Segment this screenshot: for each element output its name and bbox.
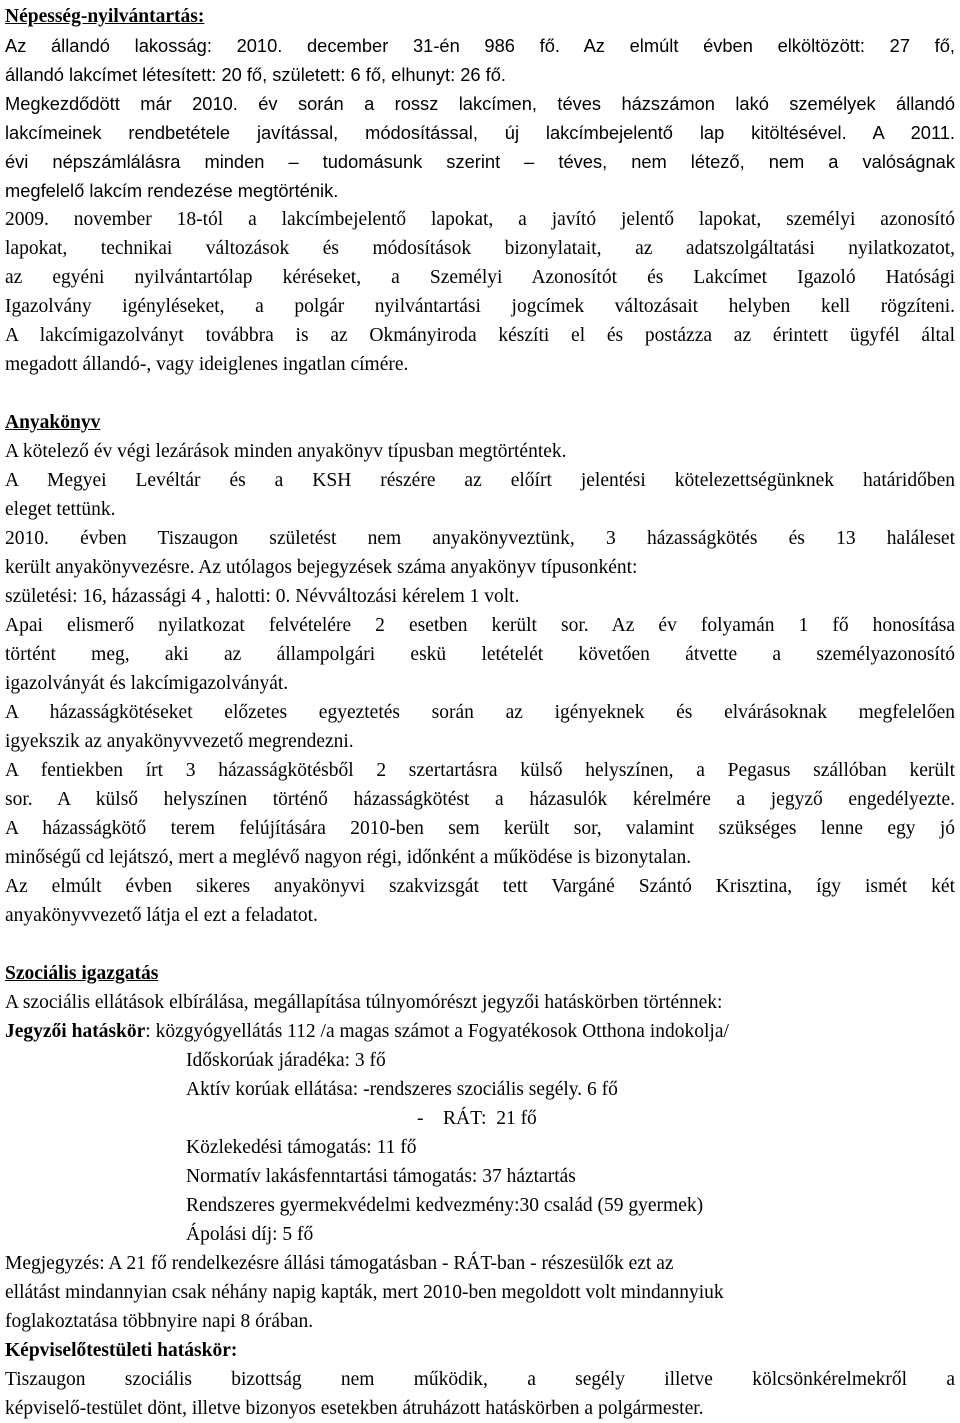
social-item-rat: - RÁT: 21 fő bbox=[417, 1108, 537, 1129]
registry-line: Apai elismerő nyilatkozat felvételére 2 esetben került sor. Az év folyamán 1 fő honosítása bbox=[5, 615, 955, 636]
registry-line: anyakönyvvezető látja el ezt a feladatot. bbox=[5, 905, 318, 926]
registry-line: sor. A külső helyszínen történő házasságkötést a házasulók kérelmére a jegyző engedélyezte. bbox=[5, 789, 955, 810]
registry-line: igazolványát és lakcímigazolványát. bbox=[5, 673, 289, 694]
social-item: Közlekedési támogatás: 11 fő bbox=[186, 1137, 417, 1158]
registry-line: A fentiekben írt 3 házasságkötésből 2 szertartásra külső helyszínen, a Pegasus szállóban került bbox=[5, 760, 955, 781]
population-line: megadott állandó-, vagy ideiglenes ingatlan címére. bbox=[5, 354, 409, 375]
registry-heading: Anyakönyv bbox=[5, 412, 101, 433]
population-line: A lakcímigazolványt továbbra is az Okmányiroda készíti el és postázza az érintett ügyfél által bbox=[5, 325, 955, 346]
section-spacer bbox=[5, 930, 955, 959]
social-section bbox=[5, 959, 955, 1423]
notary-label: Jegyzői hatáskör bbox=[5, 1021, 146, 1042]
registry-line: történt meg, aki az állampolgári eskü letételét követően átvette a személyazonosító bbox=[5, 644, 955, 665]
population-line: Megkezdődött már 2010. év során a rossz lakcímen, téves házszámon lakó személyek állandó bbox=[5, 93, 955, 114]
document-page bbox=[5, 0, 955, 1423]
notary-line bbox=[5, 1017, 955, 1046]
population-section bbox=[5, 2, 955, 379]
population-line: lakcímeinek rendbetétele javítással, módosítással, új lakcímbejelentő lap kitöltésével. A 2011. bbox=[5, 122, 955, 143]
registry-line: A házasságkötéseket előzetes egyeztetés során az igényeknek és elvárásoknak megfelelően bbox=[5, 702, 955, 723]
population-line: évi népszámlálásra minden – tudomásunk szerint – téves, nem létező, nem a valóságnak bbox=[5, 151, 955, 172]
registry-section bbox=[5, 408, 955, 930]
registry-line: A kötelező év végi lezárások minden anyakönyv típusban megtörténtek. bbox=[5, 441, 567, 462]
note-line: foglakoztatása többnyire napi 8 órában. bbox=[5, 1311, 314, 1332]
population-line: az egyéni nyilvántartólap kéréseket, a Személyi Azonosítót és Lakcímet Igazoló Hatósági bbox=[5, 267, 955, 288]
social-item: Rendszeres gyermekvédelmi kedvezmény:30 család (59 gyermek) bbox=[186, 1195, 704, 1216]
population-line: állandó lakcímet létesített: 20 fő, született: 6 fő, elhunyt: 26 fő. bbox=[5, 64, 506, 85]
registry-line: A házasságkötő terem felújítására 2010-ben sem került sor, valamint szükséges lenne egy jó bbox=[5, 818, 955, 839]
note-line: Megjegyzés: A 21 fő rendelkezésre állási támogatásban - RÁT-ban - részesülők ezt az bbox=[5, 1253, 674, 1274]
note-line: ellátást mindannyian csak néhány napig kapták, mert 2010-ben megoldott volt mindannyiuk bbox=[5, 1282, 724, 1303]
council-line: Tiszaugon szociális bizottság nem működik, a segély illetve kölcsönkérelmekről a bbox=[5, 1369, 955, 1390]
registry-line: igyekszik az anyakönyvvezető megrendezni. bbox=[5, 731, 354, 752]
registry-line: minőségű cd lejátszó, mert a meglévő nagyon régi, időnként a működése is bizonytalan. bbox=[5, 847, 692, 868]
registry-line: 2010. évben Tiszaugon születést nem anyakönyveztünk, 3 házasságkötés és 13 haláleset bbox=[5, 528, 955, 549]
social-heading: Szociális igazgatás bbox=[5, 963, 159, 984]
registry-line: A Megyei Levéltár és a KSH részére az előírt jelentési kötelezettségünknek határidőben bbox=[5, 470, 955, 491]
section-spacer bbox=[5, 379, 955, 408]
registry-line: került anyakönyvezésre. Az utólagos bejegyzések száma anyakönyv típusonként: bbox=[5, 557, 638, 578]
social-intro: A szociális ellátások elbírálása, megállapítása túlnyomórészt jegyzői hatáskörben történnek: bbox=[5, 992, 723, 1013]
population-line: lapokat, technikai változások és módosítások bizonylatait, az adatszolgáltatási nyilatkozatot, bbox=[5, 238, 955, 259]
population-line: 2009. november 18-tól a lakcímbejelentő lapokat, a javító jelentő lapokat, személyi azonosító bbox=[5, 209, 955, 230]
council-line: képviselő-testület dönt, illetve bizonyos esetekben átruházott hatáskörben a polgármester. bbox=[5, 1398, 704, 1419]
population-line: Az állandó lakosság: 2010. december 31-én 986 fő. Az elmúlt évben elköltözött: 27 fő, bbox=[5, 35, 955, 56]
social-item: Normatív lakásfenntartási támogatás: 37 háztartás bbox=[186, 1166, 576, 1187]
population-block-2 bbox=[5, 205, 955, 379]
notary-rest: : közgyógyellátás 112 /a magas számot a Fogyatékosok Otthona indokolja/ bbox=[145, 1021, 729, 1042]
social-item: Aktív korúak ellátása: -rendszeres szociális segély. 6 fő bbox=[186, 1079, 618, 1100]
council-heading: Képviselőtestületi hatáskör: bbox=[5, 1340, 238, 1361]
registry-line: Az elmúlt évben sikeres anyakönyvi szakvizsgát tett Vargáné Szántó Krisztina, így ismét két bbox=[5, 876, 955, 897]
registry-line: eleget tettünk. bbox=[5, 499, 116, 520]
population-heading: Népesség-nyilvántartás: bbox=[5, 6, 205, 27]
population-line: Igazolvány igényléseket, a polgár nyilvántartási jogcímek változásait helyben kell rögzíteni. bbox=[5, 296, 955, 317]
population-block-1 bbox=[5, 31, 955, 205]
social-item: Időskorúak járadéka: 3 fő bbox=[186, 1050, 386, 1071]
registry-line: születési: 16, házassági 4 , halotti: 0. Névváltozási kérelem 1 volt. bbox=[5, 586, 520, 607]
population-line: megfelelő lakcím rendezése megtörténik. bbox=[5, 180, 339, 201]
social-item: Ápolási díj: 5 fő bbox=[186, 1224, 314, 1245]
